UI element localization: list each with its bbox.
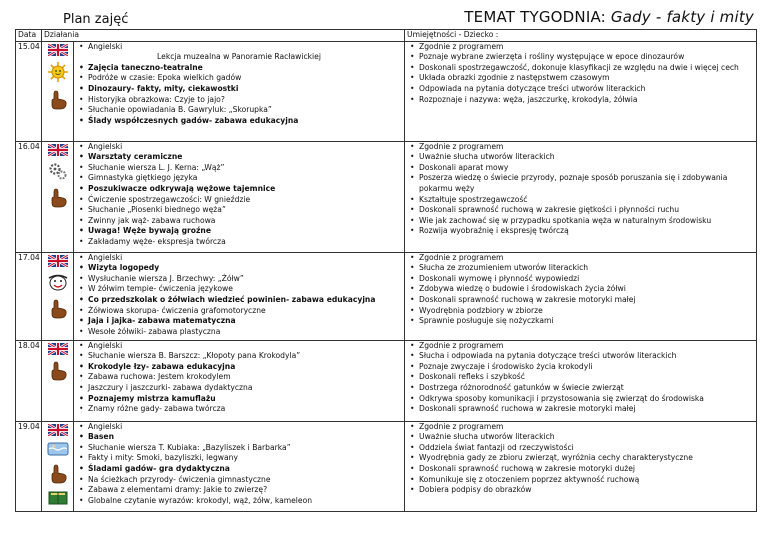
skills-cell <box>405 252 757 340</box>
activity-item: • Angielski <box>76 422 402 433</box>
activity-item: • Uwaga! Węże bywają groźne <box>76 226 402 237</box>
activity-item: • Podróże w czasie: Epoka wielkich gadów <box>76 73 402 84</box>
skill-item: • Zdobywa wiedzę o budowie i środowiskach życia żółwi <box>407 284 754 295</box>
icon-cell <box>42 340 74 421</box>
activity-item: • Historyjka obrazkowa: Czyje to jajo? <box>76 95 402 106</box>
activity-item: • Wesołe żółwiki- zabawa plastyczna <box>76 327 402 338</box>
skill-item: • Doskonali aparat mowy <box>407 163 754 174</box>
skill-item: • Doskonali sprawność ruchową w zakresie giętkości i płynności ruchu <box>407 205 754 216</box>
skill-item: • Doskonali refleks i szybkość <box>407 372 754 383</box>
table-header-row <box>16 30 757 42</box>
activity-item: • Basen <box>76 432 402 443</box>
hand-icon <box>47 187 69 213</box>
col-date-header: Data <box>16 30 42 42</box>
face-icon <box>47 272 69 296</box>
activity-item: • Jaja i jajka- zabawa matematyczna <box>76 316 402 327</box>
col-skills-header: Umiejętności - Dziecko : <box>405 30 757 42</box>
skill-item: • Dostrzega różnorodność gatunków w świecie zwierząt <box>407 383 754 394</box>
schedule-table <box>15 29 757 512</box>
col-activities-header: Działania <box>42 30 405 42</box>
activity-item: • Wysłuchanie wiersza J. Brzechwy: „Żółw” <box>76 274 402 285</box>
skill-item: • Doskonali wymowę i płynność wypowiedzi <box>407 274 754 285</box>
skill-item: • Słucha ze zrozumieniem utworów literackich <box>407 263 754 274</box>
icon-cell <box>42 252 74 340</box>
date-cell: 19.04 <box>16 421 42 511</box>
activity-item: • Znamy różne gady- zabawa twórcza <box>76 404 402 415</box>
activity-item: • Angielski <box>76 42 402 53</box>
hand-icon <box>47 463 69 489</box>
hand-icon <box>47 89 69 115</box>
skill-item: • Doskonali sprawność ruchową w zakresie motoryki małej <box>407 295 754 306</box>
uk-flag-icon <box>48 255 68 271</box>
activity-item: Lekcja muzealna w Panoramie Racławickiej <box>157 52 321 62</box>
activities-cell <box>74 252 405 340</box>
skill-item: • Odpowiada na pytania dotyczące treści utworów literackich <box>407 84 754 95</box>
activity-item: • Globalne czytanie wyrazów: krokodyl, wąż, żółw, kameleon <box>76 496 402 507</box>
theme-value: Gady - fakty i mity <box>610 8 754 26</box>
activity-item: • Słuchanie wiersza T. Kubiaka: „Bazyliszek i Barbarka” <box>76 443 402 454</box>
table-row <box>16 421 757 511</box>
table-row <box>16 340 757 421</box>
activity-item: • Angielski <box>76 142 402 153</box>
skill-item: • Rozpoznaje i nazywa: węża, jaszczurkę, krokodyla, żółwia <box>407 95 754 106</box>
activity-item: • Żółwiowa skorupa- ćwiczenia grafomotoryczne <box>76 306 402 317</box>
activity-item: • Poszukiwacze odkrywają wężowe tajemnice <box>76 184 402 195</box>
skill-item: • Oddziela świat fantazji od rzeczywistości <box>407 443 754 454</box>
uk-flag-icon <box>48 343 68 359</box>
activity-item: • Poznajemy mistrza kamuflażu <box>76 394 402 405</box>
activity-item: • Fakty i mity: Smoki, bazyliszki, legwany <box>76 453 402 464</box>
activity-item: • Angielski <box>76 253 402 264</box>
activity-item: • Ćwiczenie spostrzegawczości: W gnieździe <box>76 195 402 206</box>
skill-item: • Poszerza wiedzę o świecie przyrody, poznaje sposób poruszania się i zdobywania pokarmu węży <box>407 173 754 194</box>
skill-item: • Kształtuje spostrzegawczość <box>407 195 754 206</box>
activities-cell <box>74 141 405 252</box>
icon-cell <box>42 41 74 141</box>
hand-icon <box>47 360 69 386</box>
activity-item: • Zabawa ruchowa: Jestem krokodylem <box>76 372 402 383</box>
skill-item: • Uważnie słucha utworów literackich <box>407 152 754 163</box>
sun-icon <box>47 61 69 87</box>
icon-cell <box>42 141 74 252</box>
skill-item: • Dobiera podpisy do obrazków <box>407 485 754 496</box>
skill-item: • Uważnie słucha utworów literackich <box>407 432 754 443</box>
skill-item: • Komunikuje się z otoczeniem poprzez aktywność ruchową <box>407 475 754 486</box>
skill-item: • Słucha i odpowiada na pytania dotyczące treści utworów literackich <box>407 351 754 362</box>
activity-item: • Zajęcia taneczno-teatralne <box>76 63 402 74</box>
skill-item: • Wyodrębnia gady ze zbioru zwierząt, wyróżnia cechy charakterystyczne <box>407 453 754 464</box>
uk-flag-icon <box>48 44 68 60</box>
skills-cell <box>405 41 757 141</box>
skill-item: • Poznaje wybrane zwierzęta i rośliny występujące w epoce dinozaurów <box>407 52 754 63</box>
activity-item: • Słuchanie wiersza B. Barszcz: „Kłopoty pana Krokodyla” <box>76 351 402 362</box>
activity-item: • Słuchanie wiersza L. J. Kerna: „Wąż” <box>76 163 402 174</box>
gears-icon <box>48 161 68 185</box>
theme-label: TEMAT TYGODNIA: <box>464 8 606 26</box>
activity-item: • Na ścieżkach przyrody- ćwiczenia gimnastyczne <box>76 475 402 486</box>
skills-cell <box>405 340 757 421</box>
activity-item: • Zwinny jak wąż- zabawa ruchowa <box>76 216 402 227</box>
skill-item: • Zgodnie z programem <box>407 422 754 433</box>
table-row <box>16 252 757 340</box>
skill-item: • Doskonali sprawność ruchową w zakresie motoryki dużej <box>407 464 754 475</box>
table-row <box>16 141 757 252</box>
skill-item: • Zgodnie z programem <box>407 42 754 53</box>
skill-item: • Doskonali spostrzegawczość, dokonuje klasyfikacji ze względu na dwie i więcej cech <box>407 63 754 74</box>
weekly-theme <box>464 8 754 26</box>
date-cell: 18.04 <box>16 340 42 421</box>
skills-cell <box>405 421 757 511</box>
activity-item: • Słuchanie „Piosenki biednego węża” <box>76 205 402 216</box>
table-row <box>16 41 757 141</box>
activity-item: • W żółwim tempie- ćwiczenia językowe <box>76 284 402 295</box>
uk-flag-icon <box>48 144 68 160</box>
skill-item: • Zgodnie z programem <box>407 341 754 352</box>
activities-cell <box>74 340 405 421</box>
uk-flag-icon <box>48 424 68 440</box>
skill-item: • Sprawnie posługuje się nożyczkami <box>407 316 754 327</box>
activity-item: • Śladami gadów- gra dydaktyczna <box>76 464 402 475</box>
book-icon <box>47 490 69 510</box>
activity-item: • Co przedszkolak o żółwiach wiedzieć powinien- zabawa edukacyjna <box>76 295 402 306</box>
activity-item: • Angielski <box>76 341 402 352</box>
skill-item: • Zgodnie z programem <box>407 253 754 264</box>
activity-item: • Wizyta logopedy <box>76 263 402 274</box>
activity-item: • Słuchanie opowiadania B. Gawryluk: „Skorupka” <box>76 105 402 116</box>
activity-item: • Zakładamy węże- ekspresja twórcza <box>76 237 402 248</box>
skill-item: • Układa obrazki zgodnie z następstwem czasowym <box>407 73 754 84</box>
activity-item: • Zabawa z elementami dramy: Jakie to zwierzę? <box>76 485 402 496</box>
skill-item: • Rozwija wyobraźnię i ekspresję twórczą <box>407 226 754 237</box>
skill-item: • Wyodrębnia podzbiory w zbiorze <box>407 306 754 317</box>
date-cell: 17.04 <box>16 252 42 340</box>
icon-cell <box>42 421 74 511</box>
skill-item: • Zgodnie z programem <box>407 142 754 153</box>
skill-item: • Doskonali sprawność ruchowa w zakresie motoryki małej <box>407 404 754 415</box>
skill-item: • Odkrywa sposoby komunikacji i przystosowania się zwierząt do środowiska <box>407 394 754 405</box>
skill-item: • Wie jak zachować się w przypadku spotkania węża w naturalnym środowisku <box>407 216 754 227</box>
activity-item: • Warsztaty ceramiczne <box>76 152 402 163</box>
pool-icon <box>47 441 69 461</box>
skill-item: • Poznaje zwyczaje i środowisko życia krokodyli <box>407 362 754 373</box>
date-cell: 16.04 <box>16 141 42 252</box>
skills-cell <box>405 141 757 252</box>
activity-item: • Krokodyle łzy- zabawa edukacyjna <box>76 362 402 373</box>
hand-icon <box>47 298 69 324</box>
plan-title: Plan zajęć <box>63 12 129 27</box>
activities-cell <box>74 41 405 141</box>
activity-item: • Gimnastyka giętkiego języka <box>76 173 402 184</box>
activity-item: • Ślady współczesnych gadów- zabawa edukacyjna <box>76 116 402 127</box>
activity-item: • Jaszczury i jaszczurki- zabawa dydaktyczna <box>76 383 402 394</box>
activities-cell <box>74 421 405 511</box>
activity-item: • Dinozaury- fakty, mity, ciekawostki <box>76 84 402 95</box>
date-cell: 15.04 <box>16 41 42 141</box>
